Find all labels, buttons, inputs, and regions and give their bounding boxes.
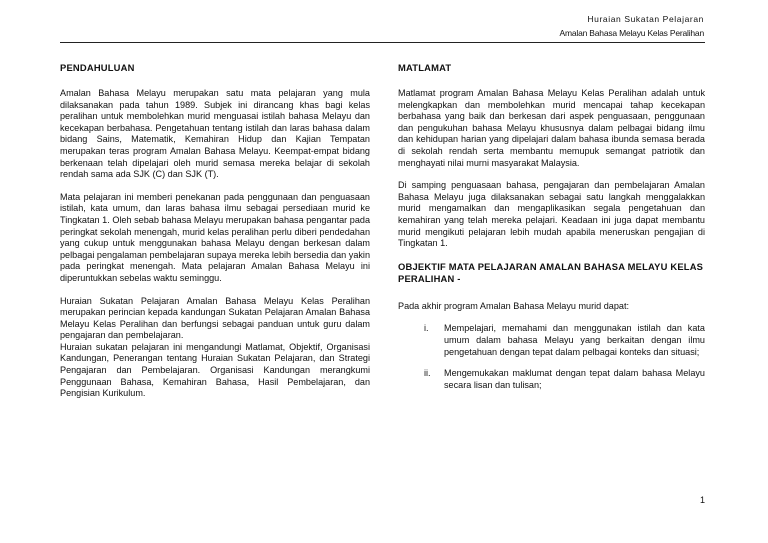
pendahuluan-paragraph-2: Mata pelajaran ini memberi penekanan pada penggunaan dan penguasaan istilah, kata umum, dan laras bahasa ilmu sebagai persediaan murid ke Tingkatan 1. Oleh sebab bahasa Melayu merupakan bahasa pengantar pada peringkat sekolah menengah, murid kelas peralihan perlu diberi pendedahan yang cukup untuk menggunakan bahasa Melayu dengan berkesan dalam pelbagai pengalaman pembelajaran supaya mereka lebih bersedia dan yakin pada peringkat menengah. Mata pelajaran Amalan Bahasa Melayu ini diperuntukkan sebelas waktu seminggu. — [60, 191, 370, 283]
objective-list — [398, 323, 705, 391]
pendahuluan-paragraph-3: Huraian Sukatan Pelajaran Amalan Bahasa Melayu Kelas Peralihan merupakan perincian kepada kandungan Sukatan Pelajaran Amalan Bahasa Melayu Kelas Peralihan dan berfungsi sebagai panduan untuk guru dalam pengajaran dan pembelajaran. — [60, 295, 370, 341]
list-item-number: ii. — [424, 368, 431, 379]
list-item-text: Mengemukakan maklumat dengan tepat dalam bahasa Melayu secara lisan dan tulisan; — [444, 368, 705, 390]
left-column — [60, 62, 370, 411]
page-number: 1 — [699, 495, 705, 505]
right-column — [398, 62, 705, 401]
section-title-objektif: OBJEKTIF MATA PELAJARAN AMALAN BAHASA MELAYU KELAS PERALIHAN - — [398, 260, 704, 284]
list-item-number: i. — [424, 323, 429, 334]
list-item — [398, 368, 705, 391]
matlamat-paragraph-1: Matlamat program Amalan Bahasa Melayu Kelas Peralihan adalah untuk melengkapkan dan membolehkan murid mencapai tahap kecekapan berbahasa yang baik dan berkesan dari aspek penguasaan, penggunaan dan pengukuhan bahasa Melayu khususnya dalam pelbagai bidang ilmu dan kehidupan harian yang dipelajari dalam bahasa ibunda semasa berada di sekolah rendah serta membantu memupuk semangat patriotik dan menghayati nilai murni masyarakat Malaysia. — [398, 88, 705, 168]
matlamat-paragraph-2: Di samping penguasaan bahasa, pengajaran dan pembelajaran Amalan Bahasa Melayu juga dilaksanakan sebagai satu langkah menggalakkan murid mengamalkan dan mengaplikasikan segala pengetahuan dan kemahiran yang telah mereka pelajari. Keadaan ini juga dapat membantu murid mengikuti pelajaran lebih mudah apabila meneruskan pengajian di Tingkatan 1. — [398, 180, 705, 249]
pendahuluan-paragraph-1: Amalan Bahasa Melayu merupakan satu mata pelajaran yang mula dilaksanakan pada tahun 1989. Subjek ini dirancang khas bagi kelas peralihan untuk membolehkan murid menguasai istilah bahasa Melayu dan kecekapan berbahasa. Pengetahuan tentang istilah dan laras bahasa dalam bidang Sains, Matematik, Kemahiran Hidup dan Kajian Tempatan merupakan teras program Amalan Bahasa Melayu. Keempat-empat bidang berkenaan telah dipelajari oleh murid semasa mereka belajar di sekolah rendah sama ada SJK (C) dan SJK (T). — [60, 88, 370, 180]
header-rule — [60, 42, 705, 43]
list-item — [398, 323, 705, 358]
pendahuluan-paragraph-4: Huraian sukatan pelajaran ini mengandungi Matlamat, Objektif, Organisasi Kandungan, Penerangan tentang Huraian Sukatan Pelajaran, dan Strategi Pengajaran dan Pembelajaran. Organisasi Kandungan merangkumi Penggunaan Bahasa, Kemahiran Bahasa, Hasil Pembelajaran, dan Pengisian Kurikulum. — [60, 341, 370, 399]
section-title-pendahuluan: PENDAHULUAN — [60, 62, 135, 73]
running-header-title: Huraian Sukatan Pelajaran — [587, 14, 704, 24]
objektif-intro: Pada akhir program Amalan Bahasa Melayu murid dapat: — [398, 300, 630, 311]
section-title-matlamat: MATLAMAT — [398, 62, 452, 73]
running-header-subtitle: Amalan Bahasa Melayu Kelas Peralihan — [559, 28, 704, 38]
list-item-text: Mempelajari, memahami dan menggunakan istilah dan kata umum dalam bahasa Melayu yang berkaitan dengan ilmu pengetahuan dengan tepat dalam pelbagai konteks dan situasi; — [444, 323, 705, 357]
